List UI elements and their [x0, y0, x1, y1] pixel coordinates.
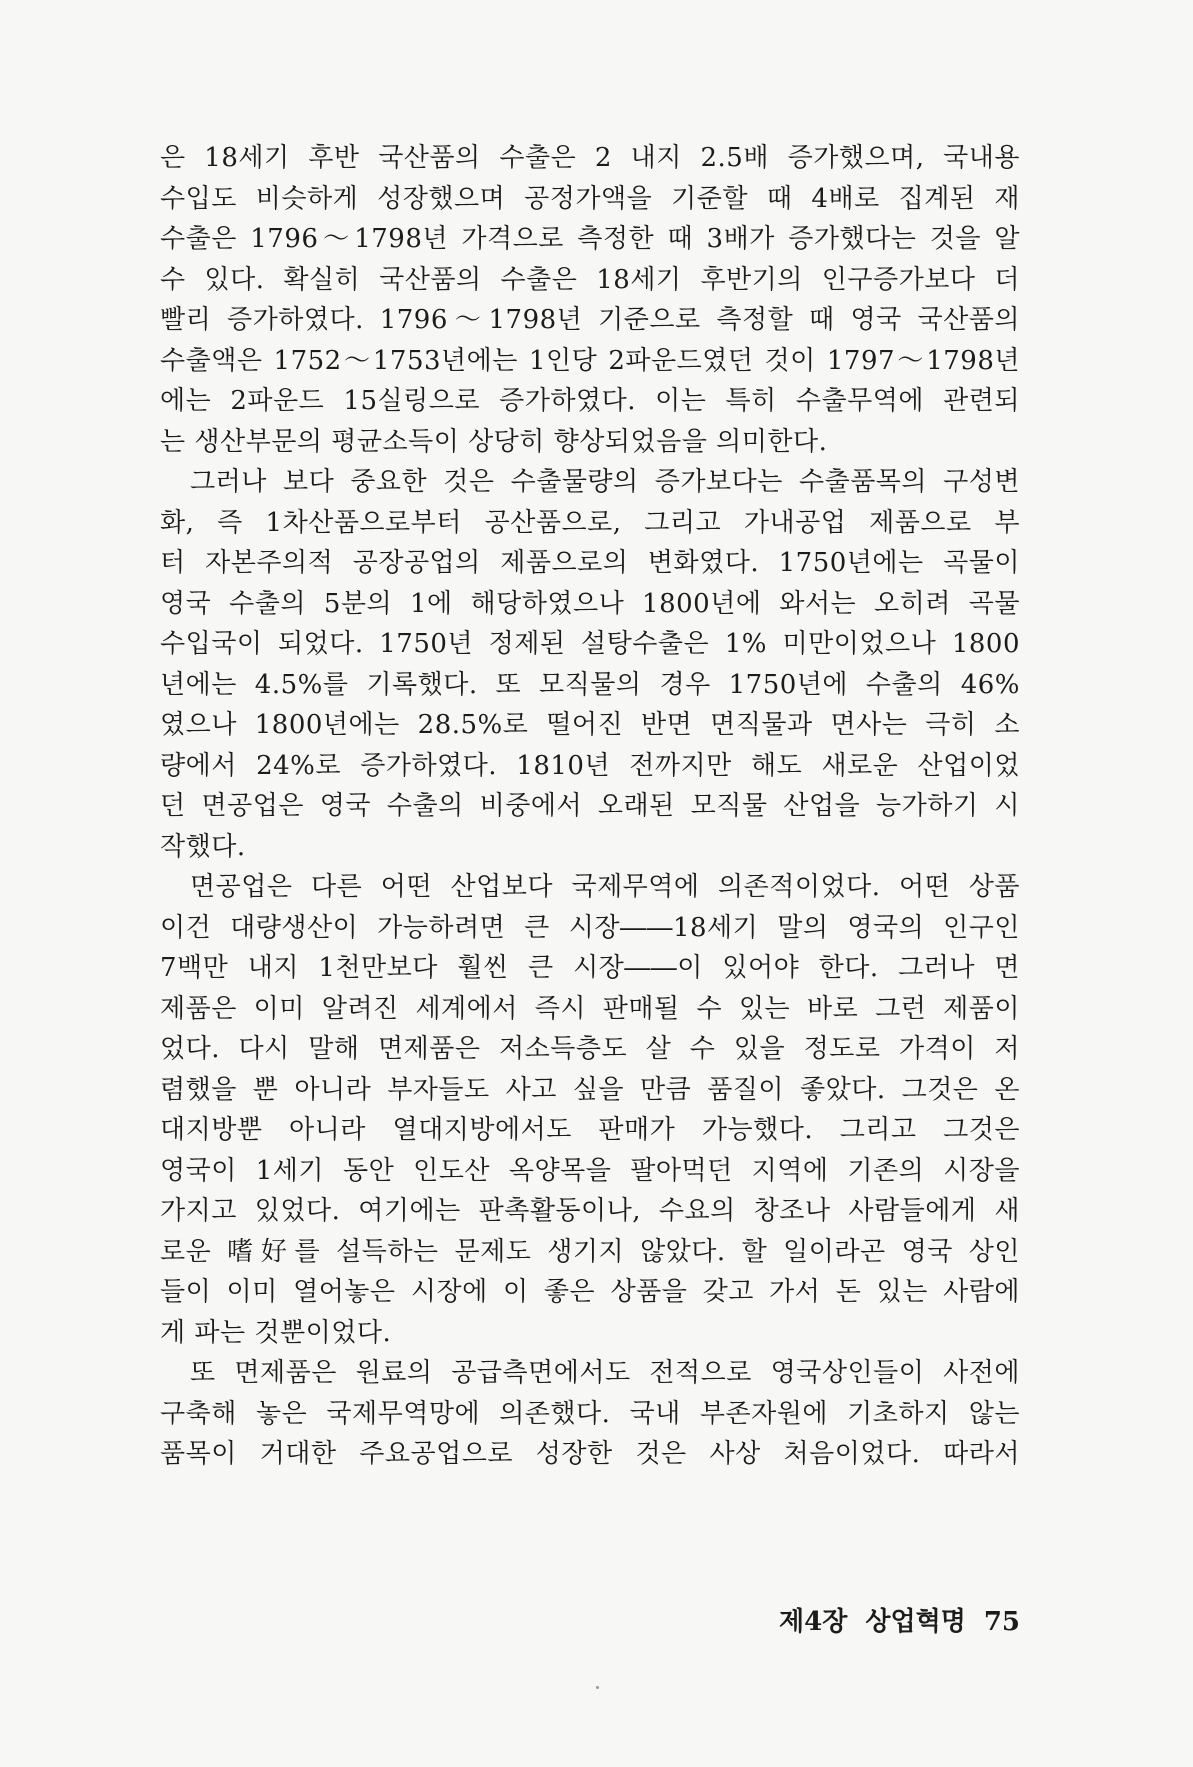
text-line: 는 생산부문의 평균소득이 상당히 향상되었음을 의미한다.	[160, 426, 828, 457]
footer-chapter: 제4장	[779, 1607, 848, 1637]
text-line: 영국이 1세기 동안 인도산 옥양목을 팔아먹던 지역에 기존의 시장을	[160, 1155, 1020, 1186]
text-line: 이건 대량생산이 가능하려면 큰 시장――18세기 말의 영국의 인구인	[160, 912, 1020, 943]
text-line: 수입도 비슷하게 성장했으며 공정가액을 기준할 때 4배로 집계된 재	[160, 183, 1020, 214]
text-line: 빨리 증가하였다. 1796～1798년 기준으로 측정할 때 영국 국산품의	[160, 305, 1020, 335]
text-line: 화, 즉 1차산품으로부터 공산품으로, 그리고 가내공업 제품으로 부	[160, 507, 1020, 538]
text-line: 수 있다. 확실히 국산품의 수출은 18세기 후반기의 인구증가보다 더	[160, 264, 1020, 295]
text-line: 수출액은 1752～1753년에는 1인당 2파운드였던 것이 1797～1798년	[160, 345, 1020, 376]
text-line: 에는 2파운드 15실링으로 증가하였다. 이는 특히 수출무역에 관련되	[160, 386, 1020, 416]
text-line: 년에는 4.5%를 기록했다. 또 모직물의 경우 1750년에 수출의 46%	[160, 669, 1020, 700]
text-line: 은 18세기 후반 국산품의 수출은 2 내지 2.5배 증가했으며, 국내용	[160, 143, 1020, 173]
text-line: 터 자본주의적 공장공업의 제품으로의 변화였다. 1750년에는 곡물이	[160, 548, 1020, 578]
text-line: 7백만 내지 1천만보다 훨씬 큰 시장――이 있어야 한다. 그러나 면	[160, 953, 1020, 983]
text-line: 제품은 이미 알려진 세계에서 즉시 판매될 수 있는 바로 그런 제품이	[160, 993, 1020, 1024]
text-line: 가지고 있었다. 여기에는 판촉활동이나, 수요의 창조나 사람들에게 새	[160, 1196, 1020, 1226]
page-number: 75	[983, 1607, 1020, 1637]
text-line: 수출은 1796～1798년 가격으로 측정한 때 3배가 증가했다는 것을 알	[160, 224, 1020, 254]
text-line: 또 면제품은 원료의 공급측면에서도 전적으로 영국상인들이 사전에	[190, 1358, 1020, 1388]
text-line: 작했다.	[160, 831, 246, 862]
text-line: 였으나 1800년에는 28.5%로 떨어진 반면 면직물과 면사는 극히 소	[160, 710, 1020, 740]
text-line: 던 면공업은 영국 수출의 비중에서 오래된 모직물 산업을 능가하기 시	[160, 791, 1020, 821]
body-text	[160, 138, 1020, 1475]
text-line: 게 파는 것뿐이었다.	[160, 1317, 392, 1348]
text-line: 수입국이 되었다. 1750년 정제된 설탕수출은 1% 미만이었으나 1800	[160, 629, 1020, 659]
text-line: 품목이 거대한 주요공업으로 성장한 것은 사상 처음이었다. 따라서	[160, 1439, 1020, 1469]
text-line: 영국 수출의 5분의 1에 해당하였으나 1800년에 와서는 오히려 곡물	[160, 588, 1020, 619]
text-line: 구축해 놓은 국제무역망에 의존했다. 국내 부존자원에 기초하지 않는	[160, 1398, 1020, 1429]
text-line: 량에서 24%로 증가하였다. 1810년 전까지만 해도 새로운 산업이었	[160, 750, 1020, 781]
print-speck	[596, 1686, 599, 1689]
footer-chapter-title: 상업혁명	[865, 1607, 966, 1637]
text-line: 그러나 보다 중요한 것은 수출물량의 증가보다는 수출품목의 구성변	[190, 467, 1020, 497]
text-line: 면공업은 다른 어떤 산업보다 국제무역에 의존적이었다. 어떤 상품	[190, 872, 1020, 902]
text-line: 렴했을 뿐 아니라 부자들도 사고 싶을 만큼 품질이 좋았다. 그것은 온	[160, 1074, 1020, 1105]
text-line: 들이 이미 열어놓은 시장에 이 좋은 상품을 갖고 가서 돈 있는 사람에	[160, 1277, 1020, 1307]
text-line: 대지방뿐 아니라 열대지방에서도 판매가 가능했다. 그리고 그것은	[160, 1115, 1020, 1145]
text-line: 었다. 다시 말해 면제품은 저소득층도 살 수 있을 정도로 가격이 저	[160, 1034, 1020, 1064]
running-footer	[740, 1602, 1020, 1642]
text-line: 로운 嗜好를 설득하는 문제도 생기지 않았다. 할 일이라곤 영국 상인	[160, 1236, 1020, 1267]
